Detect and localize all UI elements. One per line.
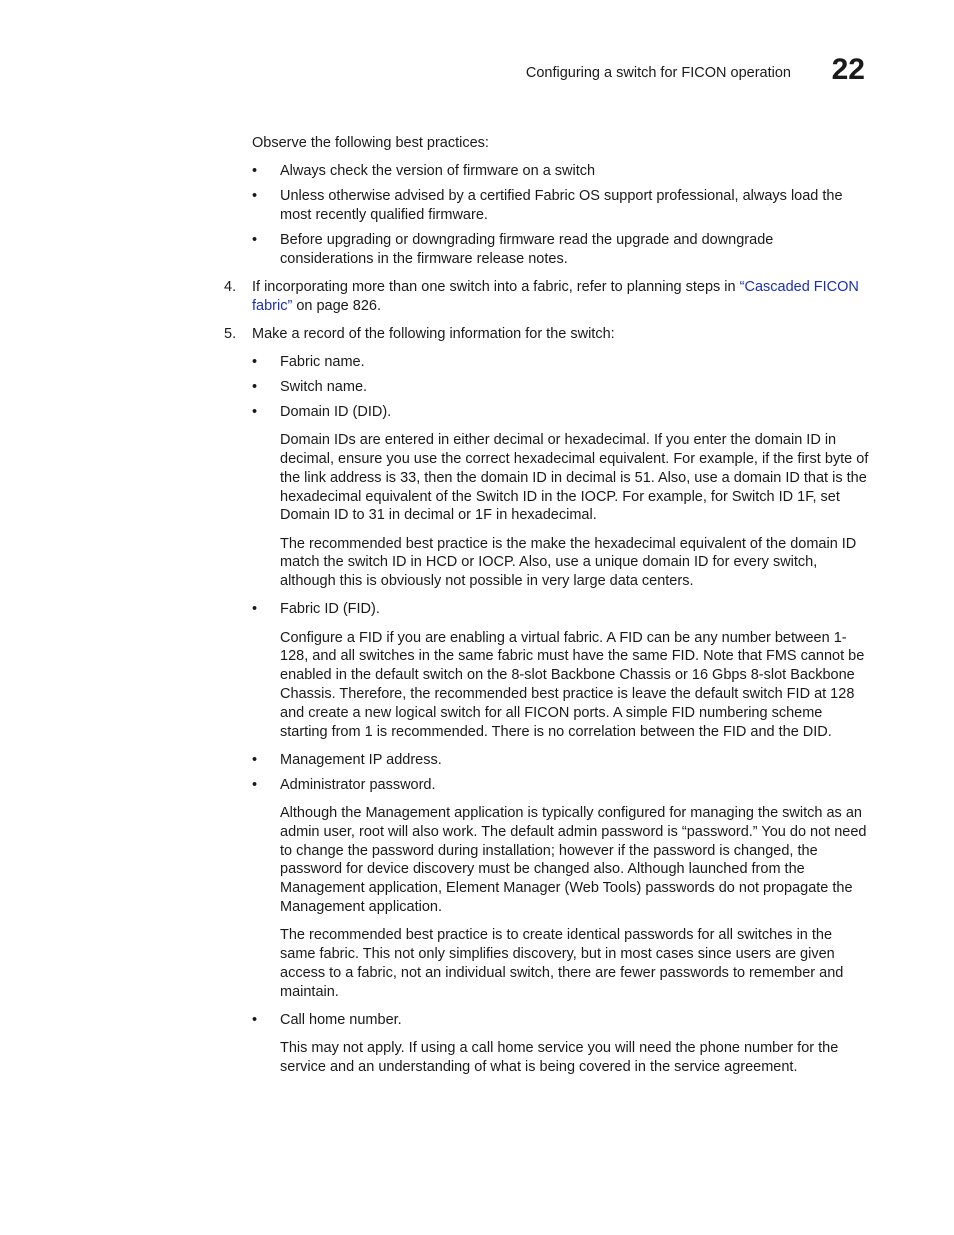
bullet-icon: • bbox=[252, 1011, 258, 1028]
bullet-icon: • bbox=[252, 188, 258, 205]
paragraph: The recommended best practice is the make the hexadecimal equivalent of the domain ID match the switch ID in HCD or IOCP. Also, use a unique domain ID for every switch, although this is obviously not possible in very large data centers. bbox=[280, 535, 857, 590]
page-body bbox=[224, 134, 870, 1086]
bullet-icon: • bbox=[252, 163, 258, 180]
list-item bbox=[252, 751, 870, 770]
step-text: Make a record of the following information for the switch: bbox=[252, 325, 615, 342]
step-number: 5. bbox=[224, 325, 237, 342]
list-item-text: Fabric name. bbox=[280, 354, 365, 371]
list-item-text: Management IP address. bbox=[280, 751, 442, 768]
list-item bbox=[252, 187, 870, 225]
section-title: Configuring a switch for FICON operation bbox=[525, 65, 791, 81]
list-item bbox=[252, 353, 870, 372]
list-item bbox=[252, 403, 870, 422]
bullet-icon: • bbox=[252, 601, 258, 618]
step-text: If incorporating more than one switch into a fabric, refer to planning steps in bbox=[252, 278, 740, 295]
list-item-text: Fabric ID (FID). bbox=[280, 601, 380, 618]
bullet-icon: • bbox=[252, 379, 258, 396]
list-item-text: Before upgrading or downgrading firmware read the upgrade and downgrade considerations in the firmware release notes. bbox=[280, 231, 774, 267]
step-number: 4. bbox=[224, 278, 237, 295]
bullet-icon: • bbox=[252, 776, 258, 793]
list-item-text: Call home number. bbox=[280, 1011, 402, 1028]
step-4 bbox=[224, 278, 870, 316]
bullet-icon: • bbox=[252, 404, 258, 421]
list-item bbox=[252, 231, 870, 269]
cross-reference-link[interactable]: “Cascaded FICON fabric” bbox=[252, 278, 859, 314]
list-item-text: Domain ID (DID). bbox=[280, 404, 392, 421]
list-item-text: Administrator password. bbox=[280, 776, 436, 793]
list-item bbox=[252, 162, 870, 181]
step-5 bbox=[224, 325, 870, 344]
list-item bbox=[252, 776, 870, 795]
step-text-suffix: on page 826. bbox=[292, 297, 381, 314]
list-item bbox=[252, 600, 870, 619]
bullet-icon: • bbox=[252, 751, 258, 768]
chapter-number: 22 bbox=[831, 53, 865, 86]
paragraph: The recommended best practice is to create identical passwords for all switches in the same fabric. This not only simplifies discovery, but in most cases since users are given access to a fabric, not an individual switch, there are fewer passwords to remember and maintain. bbox=[280, 927, 844, 1000]
list-item bbox=[252, 378, 870, 397]
paragraph: Configure a FID if you are enabling a virtual fabric. A FID can be any number between 1-128, and all switches in the same fabric must have the same FID. Note that FMS cannot be enabled in the default switch on the 8-slot Backbone Chassis or 16 Gbps 8-slot Backbone Chassis. Therefore, the recommended best practice is leave the default switch FID at 128 and create a new logical switch for all FICON ports. A simple FID numbering scheme starting from 1 is recommended. There is no correlation between the FID and the DID. bbox=[280, 629, 865, 740]
bullet-icon: • bbox=[252, 231, 258, 248]
intro-text: Observe the following best practices: bbox=[252, 135, 489, 151]
list-item-text: Unless otherwise advised by a certified Fabric OS support professional, always load the most recently qualified firmware. bbox=[280, 188, 843, 223]
bullet-icon: • bbox=[252, 354, 258, 371]
paragraph: Although the Management application is typically configured for managing the switch as an admin user, root will also work. The default admin password is “password.” You do not need to change the password during installation; however if the password is changed, the password for device discovery must be changed also. Although launched from the Management application, Element Manager (Web Tools) passwords do not propagate the Management application. bbox=[280, 804, 867, 915]
list-item bbox=[252, 1011, 870, 1030]
paragraph: This may not apply. If using a call home service you will need the phone number for the service and an understanding of what is being covered in the service agreement. bbox=[280, 1039, 839, 1075]
list-item-text: Switch name. bbox=[280, 379, 368, 396]
list-item-text: Always check the version of firmware on a switch bbox=[280, 163, 596, 180]
paragraph: Domain IDs are entered in either decimal or hexadecimal. If you enter the domain ID in decimal, ensure you use the correct hexadecimal equivalent. For example, if the first byte of the link address is 33, then the domain ID in decimal is 51. Also, use a domain ID that is the hexadecimal equivalent of the Switch ID in the IOCP. For example, for Switch ID 1F, set Domain ID to 31 in decimal or 1F in hexadecimal. bbox=[280, 432, 869, 524]
